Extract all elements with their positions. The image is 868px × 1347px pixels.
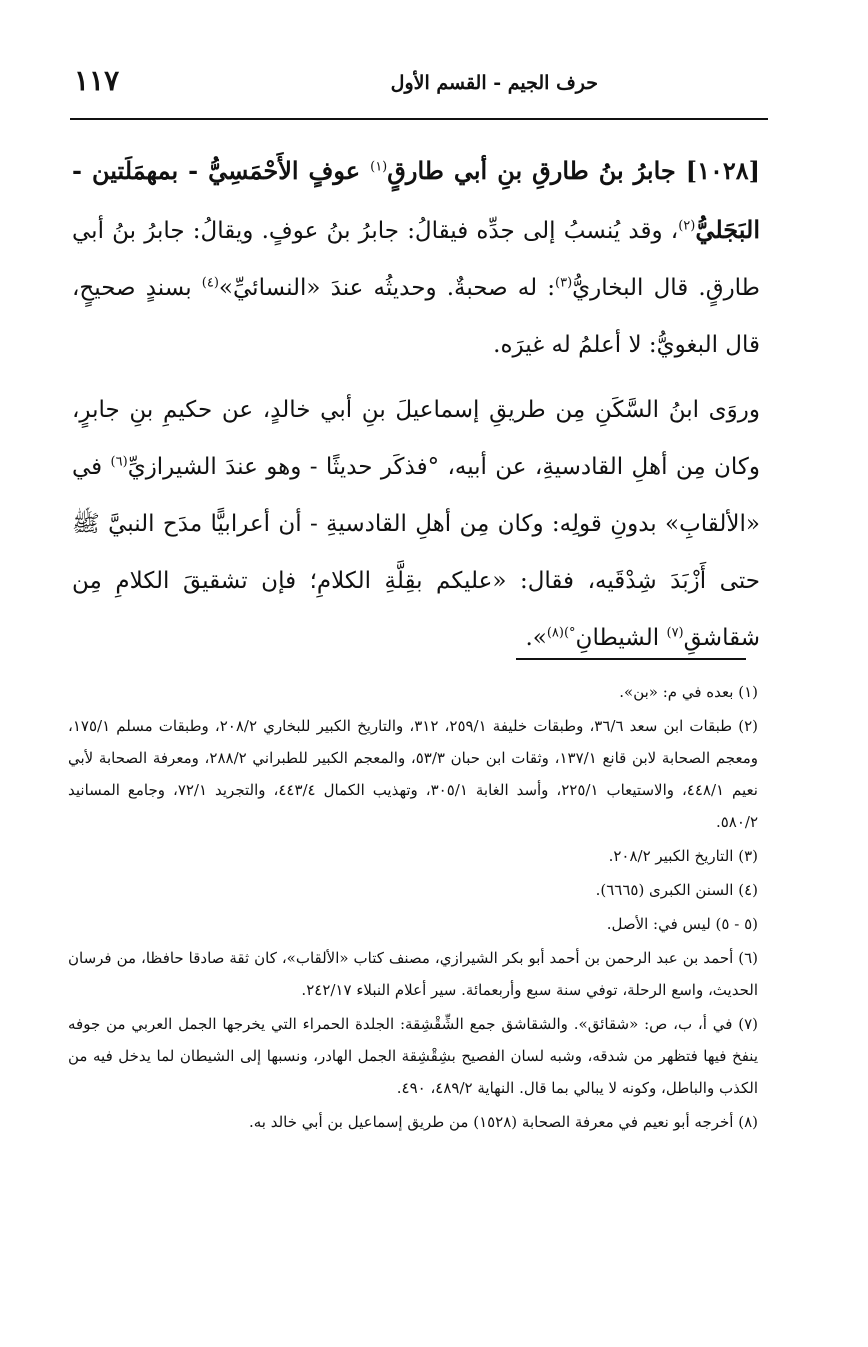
footnote: (٤) السنن الكبرى (٦٦٦٥). [595, 881, 758, 899]
footnote: (٨) أخرجه أبو نعيم في معرفة الصحابة (١٥٢٨) من طريق إسماعيل بن أبي خالد به. [248, 1113, 758, 1131]
main-text [72, 142, 760, 667]
entry-text: بسندٍ صحيحٍ، قال البغويُّ: لا أعلمُ له غيرَه. [72, 275, 760, 358]
footnote: (١) بعده في م: «بن». [619, 683, 758, 701]
footnote-ref: (٤) [201, 275, 219, 291]
footnote-ref: (١) [370, 159, 388, 175]
footnote-ref: (٢) [678, 218, 696, 234]
page-number: ١١٧ [74, 64, 120, 97]
footnote: (٧) في أ، ب، ص: «شقائق». والشقاشق جمع الشِّقْشِقة: الجلدة الحمراء التي يخرجها الجمل العربي من جوفه ينفخ فيها فتظهر من شدقه، وشبه لسان الفصيح بشِقْشِقة الجمل الهادر، ونسبها إلى الشيطان لما يدخل فيه من الكذب والباطل، وكونه لا يبالي بما قال. النهاية ٤٨٩/٢، ٤٩٠. [68, 1015, 758, 1097]
entry-text: ، وقد يُنسبُ إلى جدِّه فيقالُ: جابرُ بنُ عوفٍ. ويقالُ: جابرُ بنُ أبي طارقٍ. قال البخاريُّ [72, 218, 760, 301]
entry-heading: [١٠٢٨] جابرُ بنُ طارقِ بنِ أبي طارقٍ [387, 156, 760, 185]
narration-text: الشيطانِ [575, 625, 667, 651]
footnotes [68, 676, 758, 1140]
entry-text: : له صحبةٌ. وحديثُه عندَ «النسائيِّ» [218, 275, 555, 301]
footnote-ref: °)(٨) [546, 625, 576, 641]
narration-text: وروَى ابنُ السَّكَنِ مِن طريقِ إسماعيلَ بنِ أبي خالدٍ، عن حكيمِ بنِ جابرٍ، وكان مِن أهلِ القادسيةِ، عن أبيه، °فذكَر حديثًا - وهو عندَ الشيرازيِّ [72, 397, 760, 480]
narration-text: في «الألقابِ» بدونِ قولِه: وكان مِن أهلِ القادسيةِ - أن أعرابيًّا مدَح النبيَّ ﷺ حتى أَزْبَدَ شِدْقَيه، فقال: «عليكم بقِلَّةِ الكلامِ؛ فإن تشقيقَ الكلامِ مِن شقاشقِ [72, 454, 760, 651]
footnote-ref: (٦) [110, 454, 128, 470]
footnote-divider [516, 658, 746, 660]
footnote-ref: (٧) [666, 625, 684, 641]
footnote-ref: (٣) [555, 275, 573, 291]
narration-text: ». [525, 625, 547, 651]
running-head: حرف الجيم - القسم الأول [390, 72, 598, 94]
entry-paragraph [72, 142, 760, 374]
footnote: (٢) طبقات ابن سعد ٣٦/٦، وطبقات خليفة ٢٥٩/١، ٣١٢، والتاريخ الكبير للبخاري ٢٠٨/٢، وطبقات مسلم ١٧٥/١، ومعجم الصحابة لابن قانع ١٣٧/١، وثقات ابن حبان ٥٣/٣، والمعجم الكبير للطبراني ٢٨٨/٢، ومعرفة الصحابة لأبي نعيم ٤٤٨/١، والاستيعاب ٢٢٥/١، وأسد الغابة ٣٠٥/١، وتهذيب الكمال ٤٤٣/٤، والتجريد ٧٢/١، وجامع المسانيد ٥٨٠/٢. [68, 717, 759, 831]
footnote: (٦) أحمد بن عبد الرحمن بن أحمد أبو بكر الشيرازي، مصنف كتاب «الألقاب»، كان ثقة صادقا حافظا، من فرسان الحديث، واسع الرحلة، توفي سنة سبع وأربعمائة. سير أعلام النبلاء ٢٤٢/١٧. [68, 949, 758, 999]
footnote: (٥ - ٥) ليس في: الأصل. [606, 915, 758, 933]
entry-heading-cont: عوفٍ الأَحْمَسِيُّ - بمهمَلَتين - البَجَليُّ [72, 156, 760, 244]
footnote: (٣) التاريخ الكبير ٢٠٨/٢. [608, 847, 758, 865]
page-header [70, 58, 768, 120]
narration-paragraph [72, 382, 760, 667]
